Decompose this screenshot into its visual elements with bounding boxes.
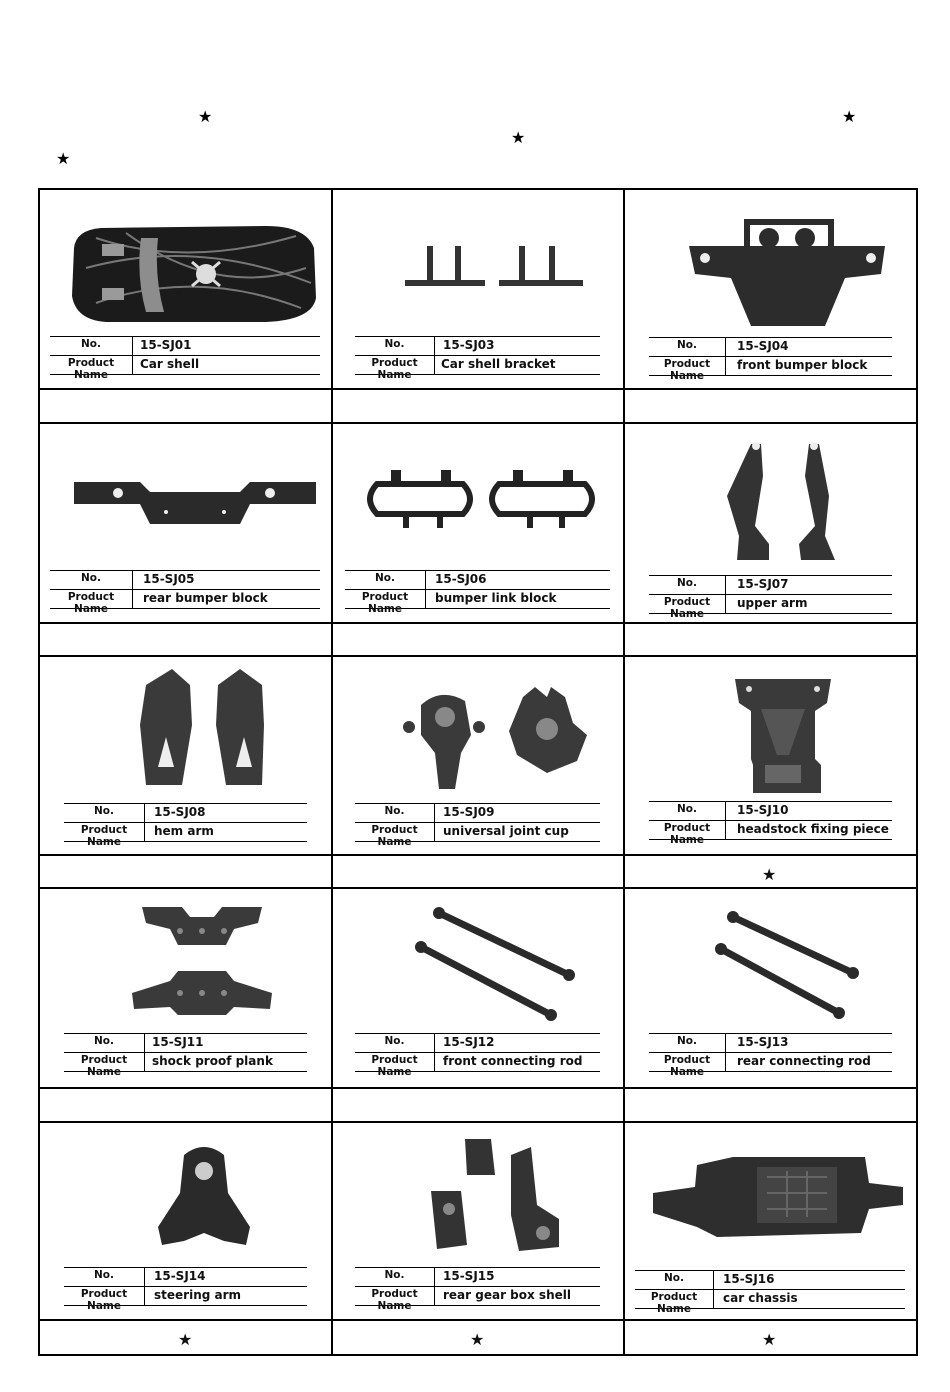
product-name-label: Product Name [371,1288,418,1312]
rear-bumper-block-icon [70,474,320,532]
part-number: 15-SJ14 [154,1269,206,1283]
product-name: rear bumper block [143,591,268,605]
product-name-label: Product Name [650,1291,698,1315]
star-mark: ★ [470,1330,485,1349]
product-name-label: Product Name [371,357,418,381]
star-mark: ★ [762,865,777,884]
no-label: No. [81,338,101,350]
star-mark: ★ [178,1330,193,1349]
product-name: rear gear box shell [443,1288,571,1302]
product-name: bumper link block [435,591,557,605]
headstock-fixing-piece-icon [731,669,835,795]
part-label-table [635,1270,905,1315]
no-label: No. [81,572,101,584]
part-number: 15-SJ10 [737,803,789,817]
part-number: 15-SJ09 [443,805,495,819]
part-label-table [649,1033,892,1078]
product-name-label: Product Name [80,1054,128,1078]
car-chassis-icon [647,1147,909,1247]
no-label: No. [94,805,114,817]
product-name-label: Product Name [67,357,115,381]
no-label: No. [384,338,405,350]
product-name-label: Product Name [67,591,115,615]
product-name: car chassis [723,1291,798,1305]
part-number: 15-SJ05 [143,572,195,586]
product-name: front connecting rod [443,1054,583,1068]
part-label-table [355,803,600,848]
steering-arm-icon [154,1141,254,1253]
part-number: 15-SJ04 [737,339,789,353]
product-name-label: Product Name [361,591,409,615]
part-cell [625,424,916,622]
no-label: No. [384,1035,405,1047]
no-label: No. [677,803,697,815]
product-name: shock proof plank [152,1054,273,1068]
part-label-table [50,336,320,381]
car-shell-icon [66,208,322,326]
product-name-label: Product Name [663,358,711,382]
part-cell [625,889,916,1087]
part-number: 15-SJ11 [152,1035,204,1049]
part-label-table [50,570,320,615]
star-mark: ★ [56,149,71,168]
product-name: Car shell [140,357,200,371]
part-cell [40,657,331,854]
part-number: 15-SJ13 [737,1035,789,1049]
no-label: No. [677,339,697,351]
part-cell [625,657,916,854]
front-connecting-rod-icon [409,903,581,1027]
product-name: Car shell bracket [441,357,556,371]
star-mark: ★ [842,107,857,126]
part-label-table [355,1267,600,1312]
part-number: 15-SJ08 [154,805,206,819]
shock-proof-plank-icon [130,901,274,1019]
product-name-label: Product Name [371,824,418,848]
part-cell [333,657,623,854]
car-shell-bracket-icon [399,242,589,298]
part-number: 15-SJ07 [737,577,789,591]
bumper-link-block-icon [363,464,609,534]
part-cell [40,190,331,388]
product-name: steering arm [154,1288,242,1302]
product-name: universal joint cup [443,824,569,838]
part-number: 15-SJ06 [435,572,487,586]
no-label: No. [384,1269,405,1281]
product-name-label: Product Name [371,1054,418,1078]
no-label: No. [94,1269,114,1281]
part-label-table [649,801,892,846]
part-cell [40,424,331,622]
part-number: 15-SJ12 [443,1035,495,1049]
product-name: hem arm [154,824,214,838]
no-label: No. [94,1035,114,1047]
part-label-table [64,803,307,848]
universal-joint-cup-icon [401,683,601,795]
rear-connecting-rod-icon [715,909,865,1021]
part-number: 15-SJ16 [723,1272,775,1286]
part-number: 15-SJ01 [140,338,192,352]
no-label: No. [375,572,395,584]
part-cell [40,1123,331,1319]
part-label-table [649,337,892,382]
product-name-label: Product Name [663,822,711,846]
product-name-label: Product Name [663,1054,711,1078]
product-name-label: Product Name [80,1288,128,1312]
part-cell [333,1123,623,1319]
part-label-table [649,575,892,620]
upper-arm-icon [725,436,845,564]
part-cell [333,889,623,1087]
product-name: rear connecting rod [737,1054,871,1068]
star-mark: ★ [762,1330,777,1349]
rear-gear-box-shell-icon [427,1135,567,1257]
no-label: No. [384,805,405,817]
part-cell [333,424,623,622]
product-name-label: Product Name [663,596,711,620]
part-cell [625,1123,916,1319]
part-label-table [345,570,610,615]
no-label: No. [677,1035,697,1047]
part-cell [333,190,623,388]
star-mark: ★ [198,107,213,126]
product-name: front bumper block [737,358,868,372]
part-label-table [355,1033,600,1078]
product-name-label: Product Name [80,824,128,848]
front-bumper-block-icon [685,216,891,328]
part-number: 15-SJ15 [443,1269,495,1283]
part-label-table [64,1033,307,1078]
product-name: upper arm [737,596,808,610]
star-mark: ★ [511,128,526,147]
part-label-table [64,1267,307,1312]
part-cell [40,889,331,1087]
product-name: headstock fixing piece [737,822,889,836]
part-cell [625,190,916,388]
no-label: No. [664,1272,684,1284]
part-label-table [355,336,600,381]
part-number: 15-SJ03 [443,338,495,352]
hem-arm-icon [136,667,278,791]
parts-catalog-grid [38,188,918,1356]
no-label: No. [677,577,697,589]
